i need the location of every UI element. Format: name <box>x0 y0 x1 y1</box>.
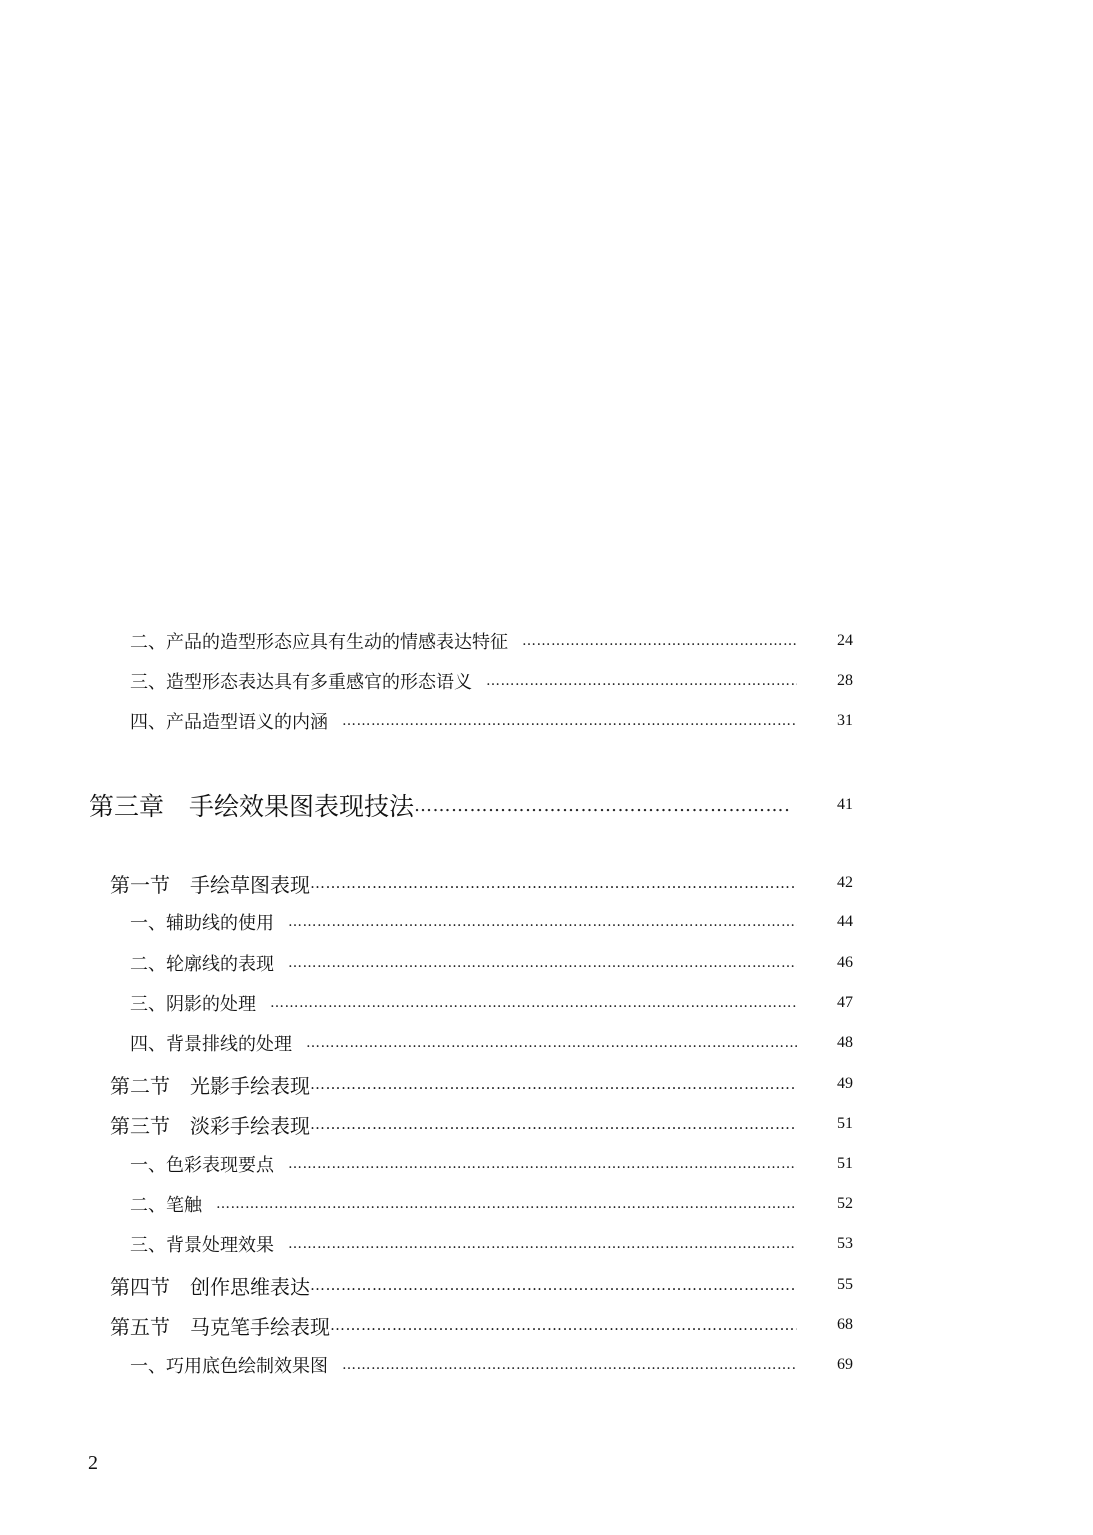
toc-entry-title: 二、轮廓线的表现 <box>130 954 274 975</box>
toc-entry-title: 四、背景排线的处理 <box>130 1034 292 1055</box>
page-number: 2 <box>88 1452 98 1474</box>
toc-entry-title: 三、造型形态表达具有多重感官的形态语义 <box>130 672 472 693</box>
toc-entry-page: 47 <box>837 994 853 1011</box>
toc-section <box>0 1270 1093 1300</box>
toc-entry-title: 三、背景处理效果 <box>130 1235 274 1256</box>
toc-section-title: 第三节 淡彩手绘表现 <box>110 1113 310 1138</box>
toc-entry-page: 48 <box>837 1034 853 1051</box>
toc-entry-title: 二、笔触 <box>130 1195 202 1216</box>
toc-entry <box>0 667 1093 695</box>
dot-leader <box>216 1196 797 1212</box>
toc-section-page: 42 <box>837 874 853 891</box>
toc-entry-title: 四、产品造型语义的内涵 <box>130 712 328 733</box>
toc-section <box>0 868 1093 898</box>
toc-section-page: 49 <box>837 1075 853 1092</box>
toc-section <box>0 1310 1093 1340</box>
dot-leader <box>310 1115 797 1133</box>
toc-entry-page: 52 <box>837 1195 853 1212</box>
toc-entry <box>0 627 1093 655</box>
toc-entry <box>0 1351 1093 1379</box>
toc-section <box>0 1109 1093 1139</box>
toc-entry <box>0 908 1093 936</box>
dot-leader <box>342 1357 797 1373</box>
toc-entry-page: 69 <box>837 1356 853 1373</box>
toc-entry-page: 51 <box>837 1155 853 1172</box>
toc-entry-page: 28 <box>837 672 853 689</box>
toc-chapter-page: 41 <box>837 796 853 813</box>
dot-leader <box>288 914 797 930</box>
dot-leader <box>288 1236 797 1252</box>
toc-entry-title: 三、阴影的处理 <box>130 994 256 1015</box>
dot-leader <box>414 795 791 816</box>
dot-leader <box>310 874 797 892</box>
toc-entry-title: 一、色彩表现要点 <box>130 1155 274 1176</box>
toc-entry <box>0 989 1093 1017</box>
toc-entry <box>0 707 1093 735</box>
toc-entry-page: 44 <box>837 913 853 930</box>
toc-section-title: 第一节 手绘草图表现 <box>110 872 310 897</box>
toc-entry <box>0 1029 1093 1057</box>
toc-entry <box>0 1190 1093 1218</box>
toc-entry-page: 31 <box>837 712 853 729</box>
toc-section <box>0 1069 1093 1099</box>
toc-entry-page: 46 <box>837 954 853 971</box>
toc-entry-title: 二、产品的造型形态应具有生动的情感表达特征 <box>130 632 508 653</box>
dot-leader <box>522 633 797 649</box>
toc-chapter-title: 第三章 手绘效果图表现技法 <box>89 792 415 821</box>
dot-leader <box>310 1276 797 1294</box>
toc-section-page: 51 <box>837 1115 853 1132</box>
toc-entry <box>0 1230 1093 1258</box>
toc-entry-title: 一、巧用底色绘制效果图 <box>130 1356 328 1377</box>
toc-section-title: 第二节 光影手绘表现 <box>110 1073 310 1098</box>
toc-entry-page: 24 <box>837 632 853 649</box>
toc-section-page: 55 <box>837 1276 853 1293</box>
toc-entry-page: 53 <box>837 1235 853 1252</box>
toc-chapter <box>0 787 1093 823</box>
dot-leader <box>310 1075 797 1093</box>
toc-section-title: 第五节 马克笔手绘表现 <box>110 1314 330 1339</box>
toc-entry <box>0 949 1093 977</box>
toc-entry-title: 一、辅助线的使用 <box>130 913 274 934</box>
toc-entry <box>0 1150 1093 1178</box>
dot-leader <box>342 713 797 729</box>
dot-leader <box>270 995 797 1011</box>
dot-leader <box>288 955 797 971</box>
dot-leader <box>486 673 797 689</box>
dot-leader <box>306 1035 797 1051</box>
dot-leader <box>288 1156 797 1172</box>
toc-section-title: 第四节 创作思维表达 <box>110 1274 310 1299</box>
dot-leader <box>330 1316 797 1334</box>
toc-section-page: 68 <box>837 1316 853 1333</box>
